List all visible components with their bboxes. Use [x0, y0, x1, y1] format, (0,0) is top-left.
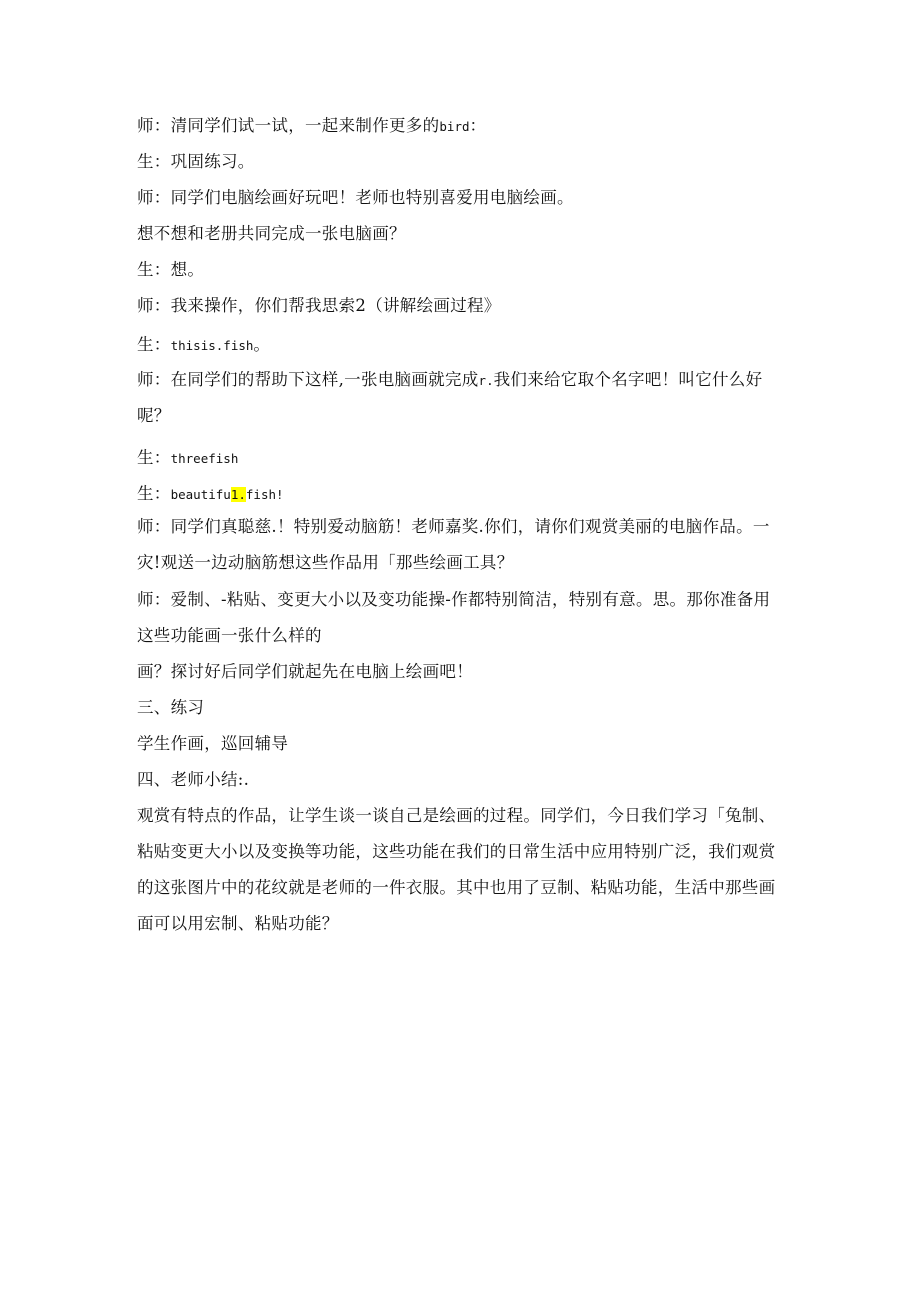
line-text: 学生作画，巡回辅导: [137, 734, 289, 753]
paragraph-line: [137, 913, 339, 935]
line-text: 师：清同学们试一试，一起来制作更多的: [137, 116, 440, 135]
line-text: 画？探讨好后同学们就起先在电脑上绘画吧！: [137, 662, 473, 681]
line-text: 生：: [137, 448, 171, 467]
paragraph-line: [137, 805, 775, 827]
paragraph-line: [137, 661, 473, 683]
paragraph-line: [137, 516, 770, 538]
line-text: 生：巩固练习。: [137, 152, 255, 171]
paragraph-line: [137, 259, 204, 281]
paragraph-line: [137, 447, 238, 470]
line-text: 想不想和老册共同完成一张电脑画？: [137, 224, 406, 243]
section-heading: [137, 769, 249, 791]
paragraph-line: [137, 733, 288, 755]
paragraph-line: [137, 115, 486, 138]
paragraph-line: [137, 483, 284, 506]
paragraph-line: [137, 295, 501, 317]
paragraph-line: [137, 334, 270, 357]
line-latin-text: bird: [439, 119, 470, 134]
paragraph-line: [137, 223, 406, 245]
line-latin-text-tail: fish!: [245, 487, 284, 502]
paragraph-line: [137, 187, 574, 209]
line-text: 师：我来操作，你们帮我思索2（讲解绘画过程》: [137, 296, 501, 315]
paragraph-line: [137, 877, 775, 899]
line-text: 四、老师小结:.: [137, 770, 250, 789]
line-text: 粘贴变更大小以及变换等功能，这些功能在我们的日常生活中应用特别广泛，我们观赏: [137, 842, 776, 861]
line-text: 师：同学们电脑绘画好玩吧！老师也特别喜爱用电脑绘画。: [137, 188, 574, 207]
line-text: 生：: [137, 335, 171, 354]
line-text: 生：想。: [137, 260, 205, 279]
paragraph-line: [137, 151, 255, 173]
line-text: 灾!观送一边动脑筋想这些作品用「那些绘画工具？: [137, 553, 514, 572]
section-heading: [137, 697, 204, 719]
line-text: 的这张图片中的花纹就是老师的一件衣服。其中也用了豆制、粘贴功能，生活中那些画: [137, 878, 776, 897]
line-text-tail: 我们来给它取个名字吧！叫它什么好: [493, 370, 763, 389]
paragraph-line: [137, 369, 762, 392]
line-text-tail: ：: [469, 116, 487, 135]
line-text-tail: 。: [253, 335, 271, 354]
line-latin-text: threefish: [170, 451, 239, 466]
line-text: 面可以用宏制、粘贴功能？: [137, 914, 339, 933]
paragraph-line: [137, 841, 775, 863]
paragraph-line: [137, 589, 770, 611]
paragraph-line: [137, 405, 171, 427]
line-text: 这些功能画一张什么样的: [137, 626, 322, 645]
line-text: 观赏有特点的作品，让学生谈一谈自己是绘画的过程。同学们，今日我们学习「兔制、: [137, 806, 776, 825]
line-latin-text: r.: [478, 373, 494, 388]
highlighted-text: 1.: [230, 487, 246, 502]
line-text: 师：在同学们的帮助下这样,一张电脑画就完成: [137, 370, 479, 389]
line-text: 师：同学们真聪慈.！特别爱动脑筋！老师嘉奖.你们，请你们观赏美丽的电脑作品。一: [137, 517, 770, 536]
line-latin-text: beautifu: [170, 487, 231, 502]
paragraph-line: [137, 625, 322, 647]
line-text: 生：: [137, 484, 171, 503]
line-text: 呢？: [137, 406, 171, 425]
line-text: 三、练习: [137, 698, 205, 717]
line-latin-text: thisis.fish: [170, 338, 254, 353]
paragraph-line: [137, 552, 514, 574]
line-text: 师：爱制、-粘贴、变更大小以及变功能操-作都特别简洁，特别有意。思。那你准备用: [137, 590, 771, 609]
